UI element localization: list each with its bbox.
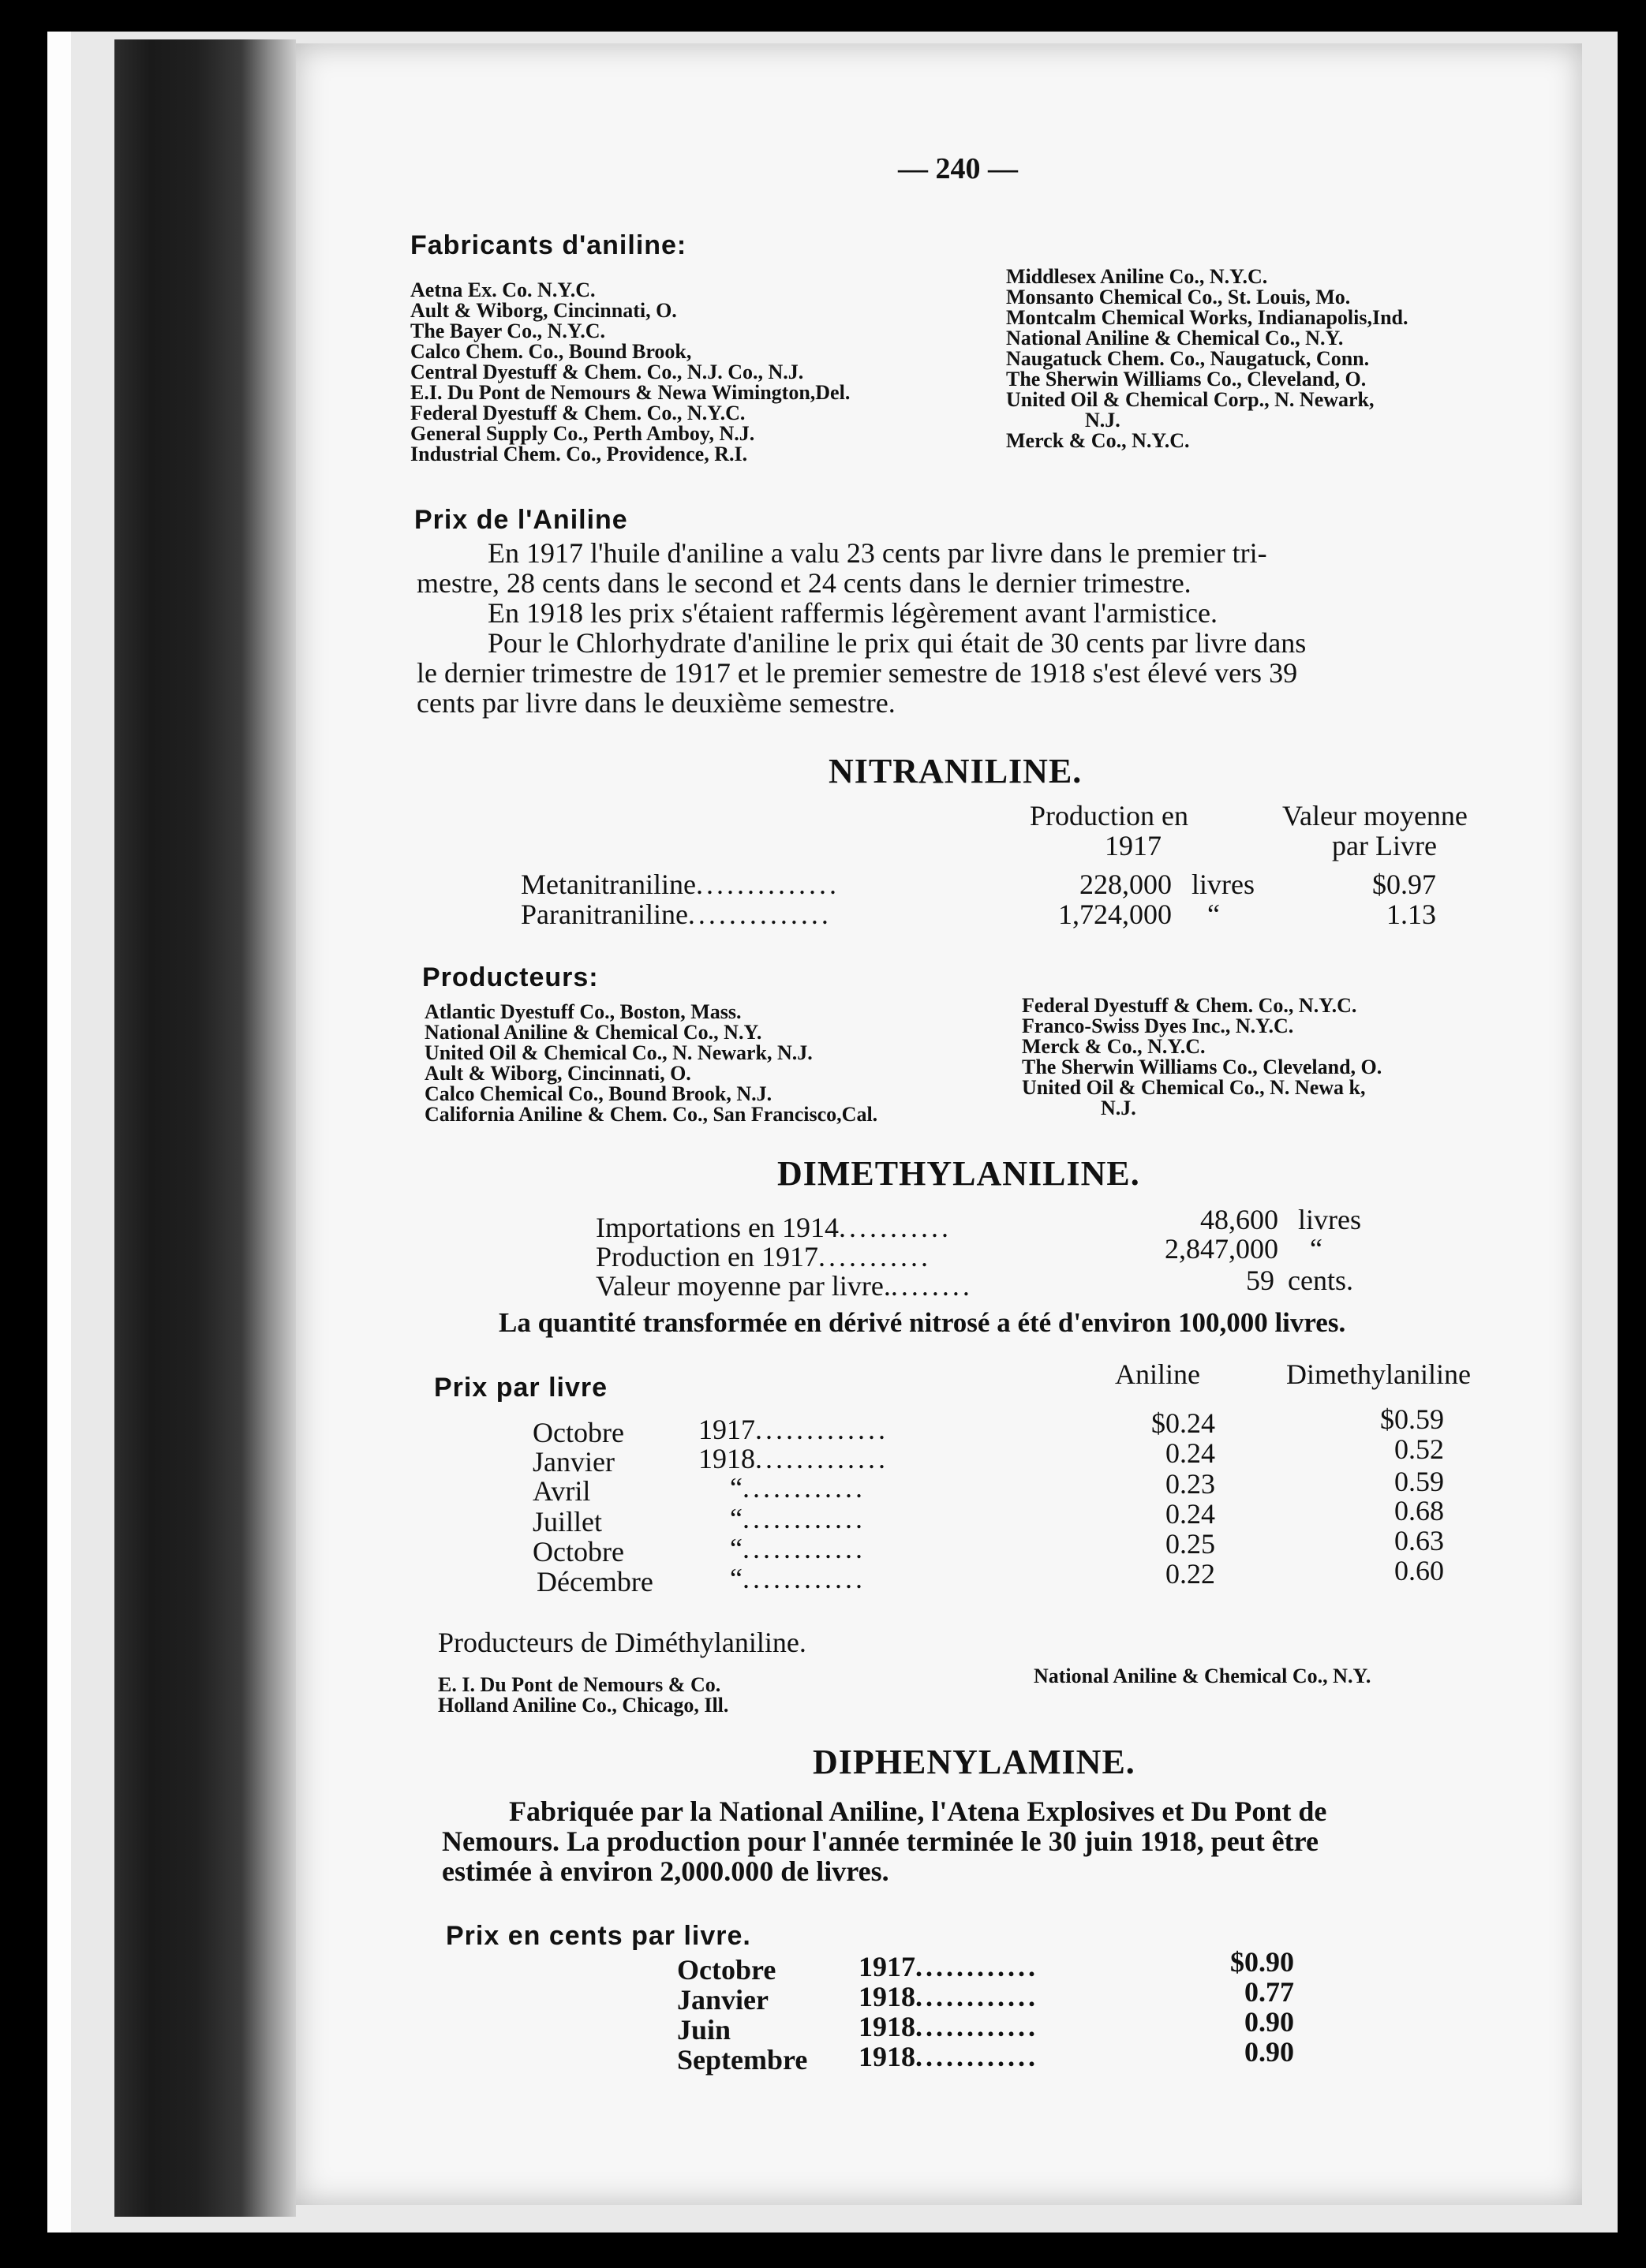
list-item: Middlesex Aniline Co., N.Y.C.: [1006, 265, 1268, 288]
price: 0.90: [1244, 2006, 1294, 2038]
dimethylaniline-price: 0.59: [1394, 1466, 1444, 1497]
paragraph-line: Pour le Chlorhydrate d'aniline le prix qui était de 30 cents par livre dans: [488, 627, 1307, 659]
paragraph-line: cents par livre dans le deuxième semestre.: [417, 687, 896, 719]
aniline-price: 0.24: [1165, 1498, 1215, 1530]
dimethylaniline-price: 0.52: [1394, 1433, 1444, 1465]
dimethylaniline-price: 0.68: [1394, 1495, 1444, 1526]
year: “............: [730, 1533, 866, 1564]
list-item: California Aniline & Chem. Co., San Francisco,Cal.: [425, 1103, 878, 1126]
dimethylaniline-producers-right: [1034, 1666, 1371, 1687]
aniline-price: 0.25: [1165, 1528, 1215, 1560]
month: Janvier: [533, 1446, 615, 1478]
list-item: Federal Dyestuff & Chem. Co., N.Y.C.: [410, 402, 746, 424]
aniline-price: 0.22: [1165, 1558, 1215, 1590]
list-item: The Sherwin Williams Co., Cleveland, O.: [1006, 368, 1367, 390]
month: Décembre: [537, 1566, 653, 1597]
month: Avril: [533, 1475, 591, 1507]
list-item: National Aniline & Chemical Co., N.Y.: [425, 1021, 762, 1044]
price: 0.90: [1244, 2036, 1294, 2068]
aniline-manufacturers-heading: Fabricants d'aniline:: [410, 230, 687, 260]
price: 0.77: [1244, 1976, 1294, 2008]
list-item: E. I. Du Pont de Nemours & Co.: [438, 1673, 721, 1696]
dimethylaniline-column-header: Dimethylaniline: [1286, 1358, 1471, 1390]
list-item: E.I. Du Pont de Nemours & Newa Wimington,Del.: [410, 381, 851, 404]
list-item: Industrial Chem. Co., Providence, R.I.: [410, 443, 748, 465]
production-year-header: 1917: [1105, 830, 1162, 861]
book-spine: [114, 39, 296, 2217]
stat-unit: cents.: [1288, 1265, 1353, 1296]
year: 1917............: [859, 1951, 1038, 1982]
stat-unit: “: [1310, 1233, 1322, 1265]
list-item: The Sherwin Williams Co., Cleveland, O.: [1022, 1056, 1382, 1078]
paragraph-line: le dernier trimestre de 1917 et le premier semestre de 1918 s'est élevé vers 39: [417, 657, 1298, 689]
month: Octobre: [677, 1954, 776, 1986]
dimethylaniline-producers-heading: Producteurs de Diméthylaniline.: [438, 1627, 806, 1658]
list-item: Ault & Wiborg, Cincinnati, O.: [410, 299, 677, 322]
average-value: $0.97: [1372, 869, 1436, 900]
year: “............: [730, 1503, 866, 1534]
month: Septembre: [677, 2044, 808, 2076]
price-per-pound-heading: Prix par livre: [434, 1373, 608, 1403]
stat-label: Production en 1917: [596, 1241, 818, 1272]
production-qty: 228,000: [1079, 869, 1172, 900]
year: 1918............: [859, 1981, 1038, 2012]
list-item: United Oil & Chemical Co., N. Newa k,: [1022, 1076, 1366, 1099]
aniline-manufacturers-left-list: [410, 280, 850, 465]
dimethylaniline-price: 0.60: [1394, 1555, 1444, 1586]
production-header: Production en: [1030, 800, 1188, 831]
production-qty: 1,724,000: [1058, 899, 1172, 930]
list-item: Calco Chemical Co., Bound Brook, N.J.: [425, 1082, 772, 1105]
month: Juin: [677, 2014, 731, 2046]
producers-heading: Producteurs:: [422, 962, 599, 992]
list-item: Aetna Ex. Co. N.Y.C.: [410, 278, 596, 301]
stat-value: 59: [1246, 1265, 1274, 1296]
year: 1918............: [859, 2041, 1038, 2072]
stat-value: 2,847,000: [1165, 1233, 1278, 1265]
page-number: — 240 —: [898, 152, 1018, 185]
list-item: United Oil & Chemical Co., N. Newark, N.J.: [425, 1041, 813, 1064]
aniline-price: 0.23: [1165, 1468, 1215, 1500]
price-in-cents-heading: Prix en cents par livre.: [446, 1921, 751, 1951]
list-item: The Bayer Co., N.Y.C.: [410, 319, 606, 342]
list-item: Merck & Co., N.Y.C.: [1022, 1035, 1206, 1058]
paragraph-line: En 1917 l'huile d'aniline a valu 23 cents par livre dans le premier tri-: [488, 537, 1267, 569]
stat-row: Production en 1917...........: [596, 1241, 931, 1272]
list-item: National Aniline & Chemical Co., N.Y.: [1006, 327, 1344, 349]
unit: livres: [1191, 869, 1255, 900]
month: Janvier: [677, 1984, 769, 2016]
diphenylamine-paragraph: [442, 1796, 1326, 1886]
aniline-price-paragraph: [417, 538, 1306, 718]
list-item: Calco Chem. Co., Bound Brook,: [410, 340, 692, 363]
nitroso-derivative-note: La quantité transformée en dérivé nitrosé a été d'environ 100,000 livres.: [499, 1307, 1346, 1338]
list-item: Naugatuck Chem. Co., Naugatuck, Conn.: [1006, 347, 1370, 370]
month: Octobre: [533, 1417, 624, 1448]
paragraph-line: mestre, 28 cents dans le second et 24 cents dans le dernier trimestre.: [417, 567, 1191, 599]
unit: “: [1207, 899, 1220, 930]
list-item: Central Dyestuff & Chem. Co., N.J. Co., N.J.: [410, 361, 804, 383]
paragraph-line: Nemours. La production pour l'année terminée le 30 juin 1918, peut être: [442, 1825, 1319, 1857]
aniline-manufacturers-right-list: [1006, 267, 1408, 451]
list-item: Atlantic Dyestuff Co., Boston, Mass.: [425, 1000, 742, 1023]
year: “............: [730, 1563, 866, 1594]
dimethylaniline-title: DIMETHYLANILINE.: [777, 1154, 1140, 1193]
list-item: United Oil & Chemical Corp., N. Newark,: [1006, 388, 1375, 411]
aniline-column-header: Aniline: [1115, 1358, 1200, 1390]
list-item: Montcalm Chemical Works, Indianapolis,Ind.: [1006, 306, 1408, 329]
year: 1917.............: [698, 1414, 888, 1445]
aniline-price: $0.24: [1151, 1407, 1215, 1439]
year: “............: [730, 1472, 866, 1504]
binding-edge: [47, 32, 71, 2233]
month: Juillet: [533, 1506, 602, 1538]
table-row: Paranitraniline..............: [521, 899, 832, 930]
dimethylaniline-price: 0.63: [1394, 1525, 1444, 1556]
average-value: 1.13: [1386, 899, 1436, 930]
aniline-price-heading: Prix de l'Aniline: [414, 505, 628, 535]
stat-row: Importations en 1914...........: [596, 1212, 952, 1243]
stat-value: 48,600: [1200, 1204, 1278, 1235]
aniline-price: 0.24: [1165, 1437, 1215, 1469]
paragraph-line: En 1918 les prix s'étaient raffermis légèrement avant l'armistice.: [488, 597, 1218, 629]
list-item: General Supply Co., Perth Amboy, N.J.: [410, 422, 755, 445]
dimethylaniline-price: $0.59: [1380, 1403, 1444, 1435]
list-item: National Aniline & Chemical Co., N.Y.: [1034, 1665, 1371, 1687]
price: $0.90: [1230, 1946, 1294, 1978]
list-item: N.J.: [1101, 1097, 1136, 1119]
nitraniline-producers-left: [425, 1002, 877, 1125]
year: 1918.............: [698, 1443, 888, 1474]
stat-unit: livres: [1298, 1204, 1361, 1235]
list-item: N.J.: [1085, 409, 1120, 432]
stat-label: Importations en 1914: [596, 1212, 839, 1243]
list-item: Merck & Co., N.Y.C.: [1006, 429, 1190, 452]
table-row: Metanitraniline..............: [521, 869, 840, 900]
list-item: Monsanto Chemical Co., St. Louis, Mo.: [1006, 286, 1351, 308]
paragraph-line: estimée à environ 2,000.000 de livres.: [442, 1855, 889, 1887]
stat-row: Valeur moyenne par livre.........: [596, 1270, 973, 1302]
diphenylamine-title: DIPHENYLAMINE.: [813, 1743, 1135, 1781]
year: 1918............: [859, 2011, 1038, 2042]
list-item: Franco-Swiss Dyes Inc., N.Y.C.: [1022, 1014, 1294, 1037]
stat-label: Valeur moyenne par livre.: [596, 1270, 891, 1302]
per-pound-header: par Livre: [1332, 830, 1437, 861]
list-item: Federal Dyestuff & Chem. Co., N.Y.C.: [1022, 994, 1357, 1017]
dimethylaniline-producers-left: [438, 1675, 728, 1716]
paragraph-line: Fabriquée par la National Aniline, l'Atena Explosives et Du Pont de: [509, 1795, 1327, 1827]
nitraniline-producers-right: [1022, 996, 1382, 1119]
average-value-header: Valeur moyenne: [1282, 800, 1468, 831]
nitraniline-title: NITRANILINE.: [829, 752, 1083, 790]
month: Octobre: [533, 1536, 624, 1567]
list-item: Holland Aniline Co., Chicago, Ill.: [438, 1694, 729, 1717]
list-item: Ault & Wiborg, Cincinnati, O.: [425, 1062, 691, 1085]
product-name: Metanitraniline: [521, 869, 696, 900]
product-name: Paranitraniline: [521, 899, 688, 930]
